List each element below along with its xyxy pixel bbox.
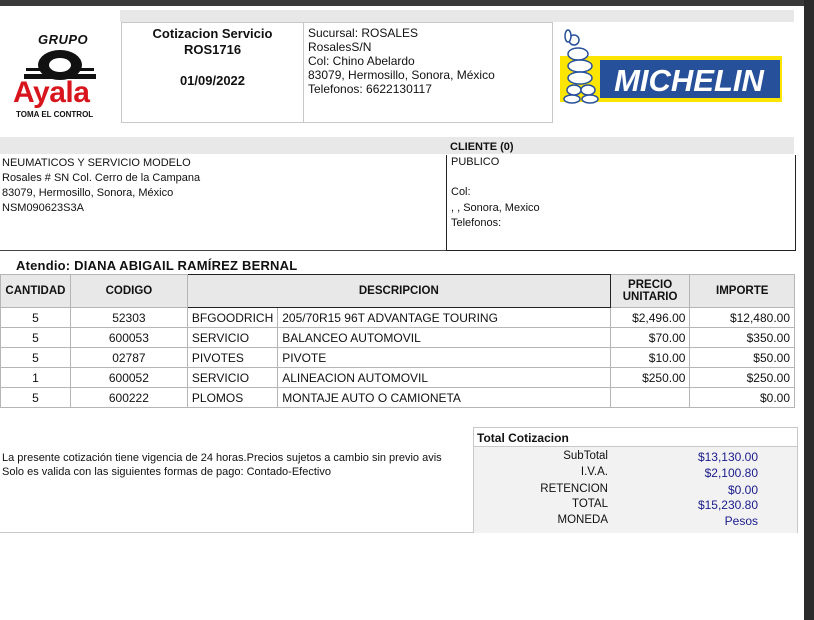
quote-title: Cotizacion Servicio <box>152 26 273 41</box>
cell-brand: SERVICIO <box>187 328 277 348</box>
table-row <box>1 328 795 348</box>
cell-price: $10.00 <box>610 348 690 368</box>
col-price-header-line2: UNITARIO <box>622 291 678 303</box>
cell-price <box>610 388 690 408</box>
logo-grupo-text: GRUPO <box>38 32 89 47</box>
cell-desc: MONTAJE AUTO O CAMIONETA <box>278 388 610 408</box>
cell-qty: 5 <box>1 328 71 348</box>
totals-box <box>473 427 798 533</box>
divider <box>0 250 446 251</box>
grupo-ayala-logo <box>4 22 116 122</box>
col-qty-header: CANTIDAD <box>1 275 71 308</box>
branch-city: 83079, Hermosillo, Sonora, México <box>308 68 495 82</box>
cell-desc: PIVOTE <box>278 348 610 368</box>
iva-value: $2,100.80 <box>704 466 758 480</box>
terms-payment: Solo es valida con las siguientes formas de pago: Contado-Efectivo <box>2 466 331 478</box>
window-right-edge <box>804 0 814 620</box>
cell-qty: 5 <box>1 388 71 408</box>
michelin-logo <box>560 28 784 106</box>
terms-note <box>2 451 478 479</box>
col-code-header: CODIGO <box>70 275 187 308</box>
client-state: , , Sonora, Mexico <box>451 202 540 214</box>
table-header-row <box>1 275 795 308</box>
totals-grid <box>474 447 797 533</box>
terms-validity: La presente cotización tiene vigencia de 24 horas.Precios sujetos a cambio sin previo avis <box>2 452 442 464</box>
company-city: 83079, Hermosillo, Sonora, México <box>2 187 174 199</box>
quote-info-box <box>121 22 304 123</box>
logo-ayala-text: Ayala <box>13 76 90 109</box>
cell-desc: ALINEACION AUTOMOVIL <box>278 368 610 388</box>
company-name: NEUMATICOS Y SERVICIO MODELO <box>2 157 191 169</box>
cell-brand: PIVOTES <box>187 348 277 368</box>
cell-desc: 205/70R15 96T ADVANTAGE TOURING <box>278 308 610 328</box>
items-table <box>0 274 795 408</box>
cell-amount: $50.00 <box>690 348 795 368</box>
cell-amount: $350.00 <box>690 328 795 348</box>
branch-street: RosalesS/N <box>308 40 372 54</box>
branch-colony: Col: Chino Abelardo <box>308 54 415 68</box>
company-info <box>2 156 200 216</box>
cell-brand: SERVICIO <box>187 368 277 388</box>
cell-price: $70.00 <box>610 328 690 348</box>
col-amount-header: IMPORTE <box>690 275 795 308</box>
header-band <box>120 10 794 22</box>
table-row <box>1 348 795 368</box>
table-row <box>1 368 795 388</box>
subtotal-label: SubTotal <box>563 450 608 462</box>
branch-name: Sucursal: ROSALES <box>308 26 419 40</box>
col-desc-header: DESCRIPCION <box>187 275 610 308</box>
company-rfc: NSM090623S3A <box>2 202 84 214</box>
cell-amount: $0.00 <box>690 388 795 408</box>
retencion-label: RETENCION <box>540 483 608 495</box>
cell-qty: 5 <box>1 348 71 368</box>
cell-amount: $12,480.00 <box>690 308 795 328</box>
col-price-header <box>610 275 690 308</box>
total-value: $15,230.80 <box>697 498 758 512</box>
client-title: CLIENTE (0) <box>450 141 514 153</box>
company-address: Rosales # SN Col. Cerro de la Campana <box>2 172 201 184</box>
branch-phone: Telefonos: 6622130117 <box>308 82 432 96</box>
cell-price: $2,496.00 <box>610 308 690 328</box>
iva-label: I.V.A. <box>580 466 608 478</box>
cell-code: 600053 <box>70 328 187 348</box>
quote-date: 01/09/2022 <box>179 73 246 88</box>
table-row <box>1 308 795 328</box>
cell-code: 02787 <box>70 348 187 368</box>
cell-qty: 5 <box>1 308 71 328</box>
total-label: TOTAL <box>572 498 608 510</box>
logo-tagline: TOMA EL CONTROL <box>16 110 94 119</box>
cell-code: 600052 <box>70 368 187 388</box>
window-top-edge <box>0 0 814 6</box>
footer-divider <box>0 532 473 533</box>
cell-desc: BALANCEO AUTOMOVIL <box>278 328 610 348</box>
cell-code: 52303 <box>70 308 187 328</box>
cell-amount: $250.00 <box>690 368 795 388</box>
cell-code: 600222 <box>70 388 187 408</box>
client-header-band <box>0 137 794 154</box>
attended-by: Atendio: DIANA ABIGAIL RAMÍREZ BERNAL <box>16 258 298 273</box>
moneda-value: Pesos <box>724 514 758 528</box>
subtotal-value: $13,130.00 <box>697 450 758 464</box>
moneda-label: MONEDA <box>557 514 608 526</box>
cell-brand: PLOMOS <box>187 388 277 408</box>
quote-number: ROS1716 <box>183 42 242 57</box>
client-info-box <box>446 155 796 251</box>
client-colony: Col: <box>451 186 471 198</box>
totals-title: Total Cotizacion <box>474 428 797 447</box>
cell-brand: BFGOODRICH <box>187 308 277 328</box>
cell-price: $250.00 <box>610 368 690 388</box>
col-price-header-line1: PRECIO <box>628 279 673 291</box>
branch-info-box <box>303 22 553 123</box>
retencion-value: $0.00 <box>727 483 758 497</box>
cell-qty: 1 <box>1 368 71 388</box>
michelin-wordmark: MICHELIN <box>614 63 764 98</box>
client-name: PUBLICO <box>451 156 500 168</box>
client-phones: Telefonos: <box>451 217 502 229</box>
table-row <box>1 388 795 408</box>
